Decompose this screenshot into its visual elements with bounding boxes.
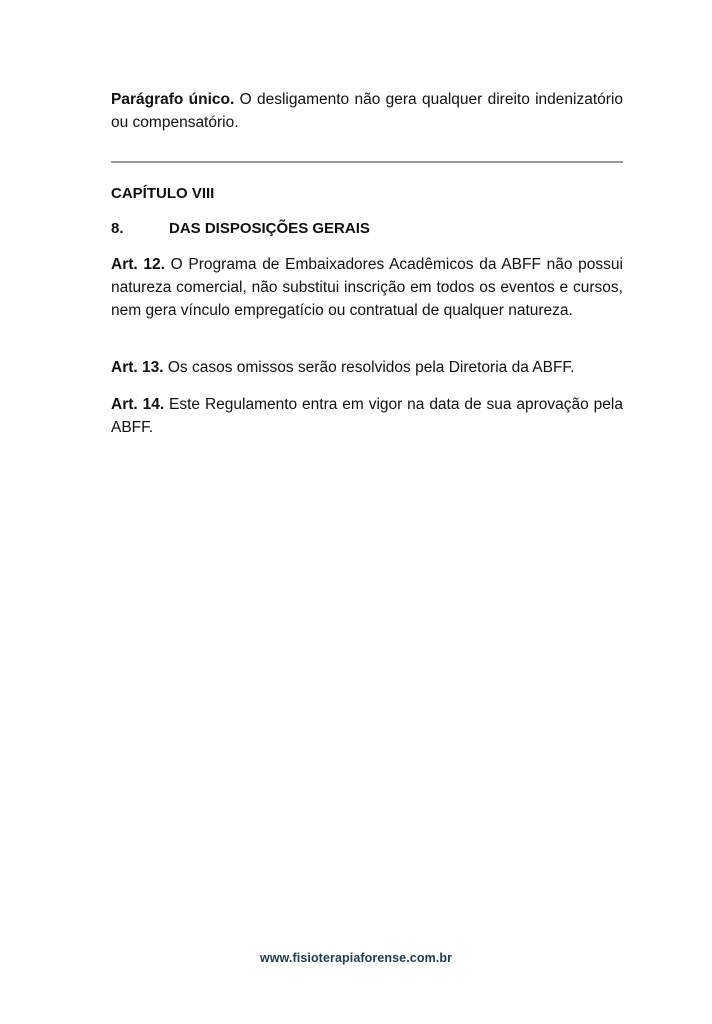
paragrafo-unico-label: Parágrafo único.	[111, 91, 235, 108]
article-14-text: Este Regulamento entra em vigor na data de sua aprovação pela ABFF.	[111, 396, 623, 436]
section-title: DAS DISPOSIÇÕES GERAIS	[169, 220, 370, 237]
article-12	[111, 253, 623, 322]
article-14-paragraph	[111, 393, 623, 439]
horizontal-divider	[111, 161, 623, 163]
paragrafo-unico-paragraph	[111, 88, 623, 134]
paragrafo-unico	[111, 88, 623, 134]
article-12-paragraph	[111, 253, 623, 322]
section-heading	[111, 219, 623, 239]
article-13-paragraph	[111, 356, 623, 379]
article-12-text: O Programa de Embaixadores Acadêmicos da ABFF não possui natureza comercial, não substitui inscrição em todos os eventos e cursos, nem gera vínculo empregatício ou contratual de qualquer natureza.	[111, 256, 623, 319]
article-12-label: Art. 12.	[111, 256, 165, 273]
article-13-label: Art. 13.	[111, 359, 164, 376]
section-number: 8.	[111, 220, 124, 237]
paragrafo-unico-text: O desligamento não gera qualquer direito indenizatório ou compensatório.	[111, 91, 624, 131]
article-13-text: Os casos omissos serão resolvidos pela Diretoria da ABFF.	[163, 359, 575, 376]
article-14	[111, 393, 623, 439]
article-13	[111, 356, 623, 379]
footer-website-link[interactable]: www.fisioterapiaforense.com.br	[259, 951, 453, 965]
chapter-heading: CAPÍTULO VIII	[111, 185, 215, 202]
article-14-label: Art. 14.	[111, 396, 165, 413]
